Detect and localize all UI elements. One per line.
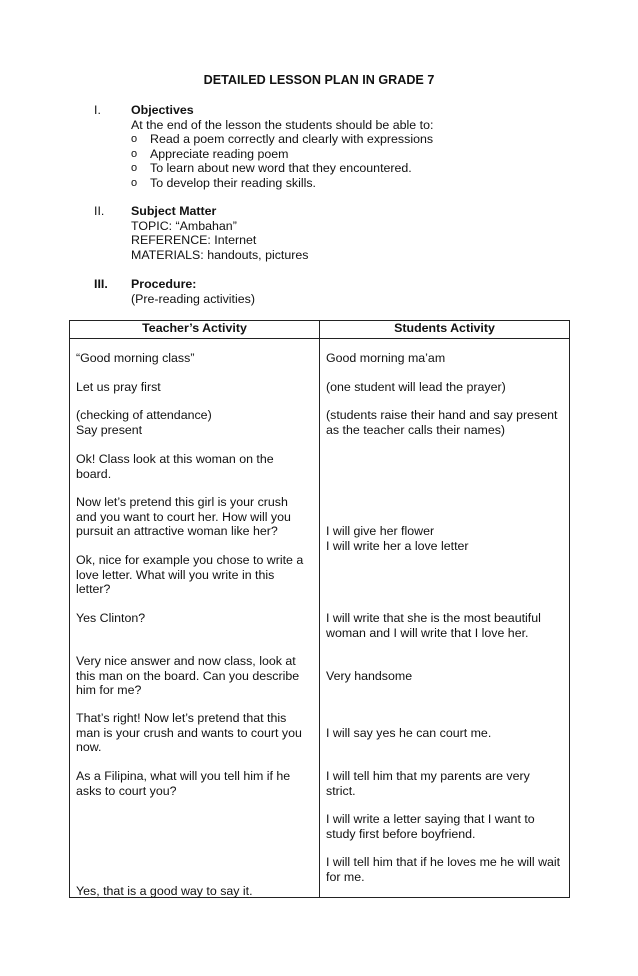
- student-line: Good morning ma’am: [326, 351, 446, 365]
- section-heading: Procedure:: [131, 277, 197, 291]
- section-numeral: I.: [94, 103, 101, 117]
- students-column-header: Students Activity: [320, 321, 570, 339]
- teacher-line: Ok, nice for example you chose to write a love letter. What will you write in this letter?: [76, 553, 304, 597]
- objectives-intro: At the end of the lesson the students should be able to:: [131, 117, 434, 132]
- student-line: I will tell him that my parents are very strict.: [326, 769, 530, 798]
- table-header-row: [70, 321, 570, 339]
- student-line: I will tell him that if he loves me he will wait for me.: [326, 855, 561, 884]
- table-row: [70, 339, 570, 898]
- teacher-line: As a Filipina, what will you tell him if he asks to court you?: [76, 769, 291, 798]
- materials-line: MATERIALS: handouts, pictures: [131, 247, 309, 262]
- teacher-activity-cell: [70, 339, 320, 898]
- teacher-line: Yes Clinton?: [76, 611, 146, 625]
- teacher-column-header: Teacher’s Activity: [70, 321, 320, 339]
- student-line: I will give her flower I will write her a love letter: [326, 524, 469, 553]
- bullet-icon: o: [131, 147, 138, 160]
- list-item: o Appreciate reading poem: [131, 146, 289, 161]
- document-title: DETAILED LESSON PLAN IN GRADE 7: [203, 73, 435, 87]
- list-item: o To develop their reading skills.: [131, 175, 316, 190]
- bullet-icon: o: [131, 176, 138, 189]
- student-line: (one student will lead the prayer): [326, 380, 506, 394]
- teacher-line: That’s right! Now let’s pretend that this man is your crush and wants to court you now.: [76, 711, 302, 755]
- bullet-icon: o: [131, 162, 138, 175]
- teacher-line: Let us pray first: [76, 380, 161, 394]
- student-line: I will write that she is the most beautiful woman and I will write that I love her.: [326, 611, 541, 640]
- student-line: I will write a letter saying that I want to study first before boyfriend.: [326, 812, 535, 841]
- teacher-line: (checking of attendance) Say present: [76, 408, 212, 437]
- section-heading: Objectives: [131, 103, 194, 117]
- teacher-line: Very nice answer and now class, look at this man on the board. Can you describe him for me?: [76, 654, 300, 698]
- teacher-line: Ok! Class look at this woman on the board.: [76, 452, 274, 481]
- bullet-icon: o: [131, 133, 138, 146]
- section-numeral: II.: [94, 204, 105, 218]
- procedure-subtitle: (Pre-reading activities): [131, 291, 255, 306]
- students-activity-cell: [320, 339, 570, 898]
- list-item: o To learn about new word that they encountered.: [131, 161, 412, 176]
- topic-line: TOPIC: “Ambahan”: [131, 218, 237, 233]
- activity-table: [69, 320, 570, 898]
- student-line: (students raise their hand and say present as the teacher calls their names): [326, 408, 558, 437]
- list-item: o Read a poem correctly and clearly with expressions: [131, 132, 434, 147]
- teacher-line: “Good morning class”: [76, 351, 195, 365]
- section-heading: Subject Matter: [131, 204, 217, 218]
- section-numeral: III.: [94, 277, 108, 291]
- teacher-line: Yes, that is a good way to say it.: [76, 884, 253, 898]
- reference-line: REFERENCE: Internet: [131, 233, 257, 248]
- student-line: Very handsome: [326, 669, 413, 683]
- student-line: I will say yes he can court me.: [326, 726, 492, 740]
- objectives-list: [131, 132, 591, 190]
- teacher-line: Now let’s pretend this girl is your crush and you want to court her. How will you pursuit an attractive woman like her?: [76, 495, 291, 539]
